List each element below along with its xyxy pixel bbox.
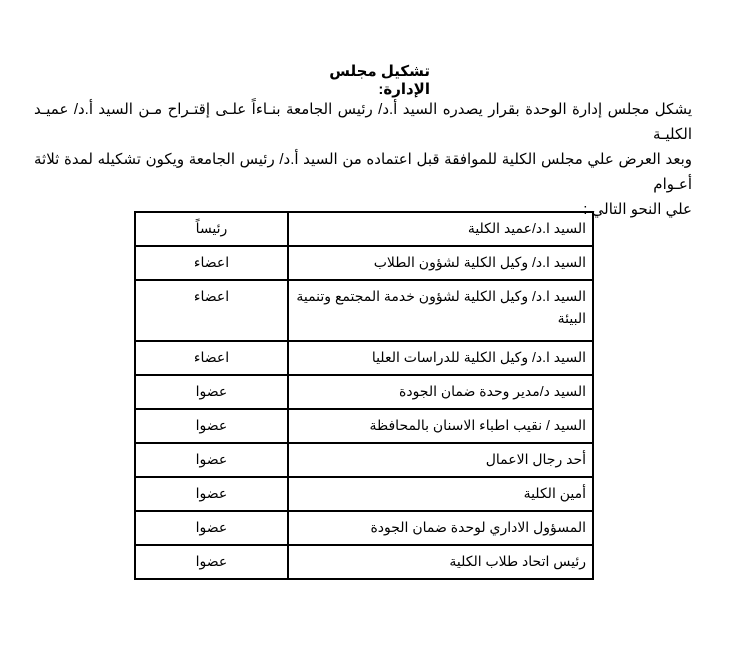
member-name: أمين الكلية	[288, 477, 593, 511]
intro-paragraph	[34, 97, 692, 222]
table-row	[135, 477, 593, 511]
table-row	[135, 443, 593, 477]
paragraph-line: يشكل مجلس إدارة الوحدة بقرار يصدره السيد أ.د/ رئيس الجامعة بنـاءاً علـى إقتـراح مـن السيد أ.د/ عميـد الكليـة	[34, 101, 692, 143]
table-row	[135, 409, 593, 443]
member-role: اعضاء	[135, 341, 288, 375]
member-role: رئيساً	[135, 212, 288, 246]
member-role: عضوا	[135, 545, 288, 579]
member-name: السيد ا.د/ وكيل الكلية للدراسات العليا	[288, 341, 593, 375]
table-row	[135, 246, 593, 280]
paragraph-line: وبعد العرض علي مجلس الكلية للموافقة قبل اعتماده من السيد أ.د/ رئيس الجامعة ويكون تشكيله لمدة ثلاثة أعـوام	[34, 151, 692, 193]
table-row	[135, 545, 593, 579]
paragraph-line: علي النحو التالي :	[583, 201, 692, 218]
board-composition-table	[134, 211, 594, 580]
table-row	[135, 375, 593, 409]
table-row	[135, 511, 593, 545]
table-row	[135, 341, 593, 375]
member-role: عضوا	[135, 477, 288, 511]
member-name: السيد ا.د/ وكيل الكلية لشؤون الطلاب	[288, 246, 593, 280]
member-name: المسؤول الاداري لوحدة ضمان الجودة	[288, 511, 593, 545]
member-name: السيد / نقيب اطباء الاسنان بالمحافظة	[288, 409, 593, 443]
member-name: رئيس اتحاد طلاب الكلية	[288, 545, 593, 579]
member-name: أحد رجال الاعمال	[288, 443, 593, 477]
member-name: السيد ا.د/عميد الكلية	[288, 212, 593, 246]
member-name: السيد د/مدير وحدة ضمان الجودة	[288, 375, 593, 409]
member-role: عضوا	[135, 443, 288, 477]
member-role: اعضاء	[135, 246, 288, 280]
section-title: تشكيل مجلس الإدارة:	[329, 63, 430, 98]
member-role: اعضاء	[135, 280, 288, 341]
member-role: عضوا	[135, 375, 288, 409]
table-row	[135, 212, 593, 246]
member-role: عضوا	[135, 511, 288, 545]
member-name: السيد ا.د/ وكيل الكلية لشؤون خدمة المجتمع وتنمية البيئة	[288, 280, 593, 341]
table-row	[135, 280, 593, 341]
member-role: عضوا	[135, 409, 288, 443]
